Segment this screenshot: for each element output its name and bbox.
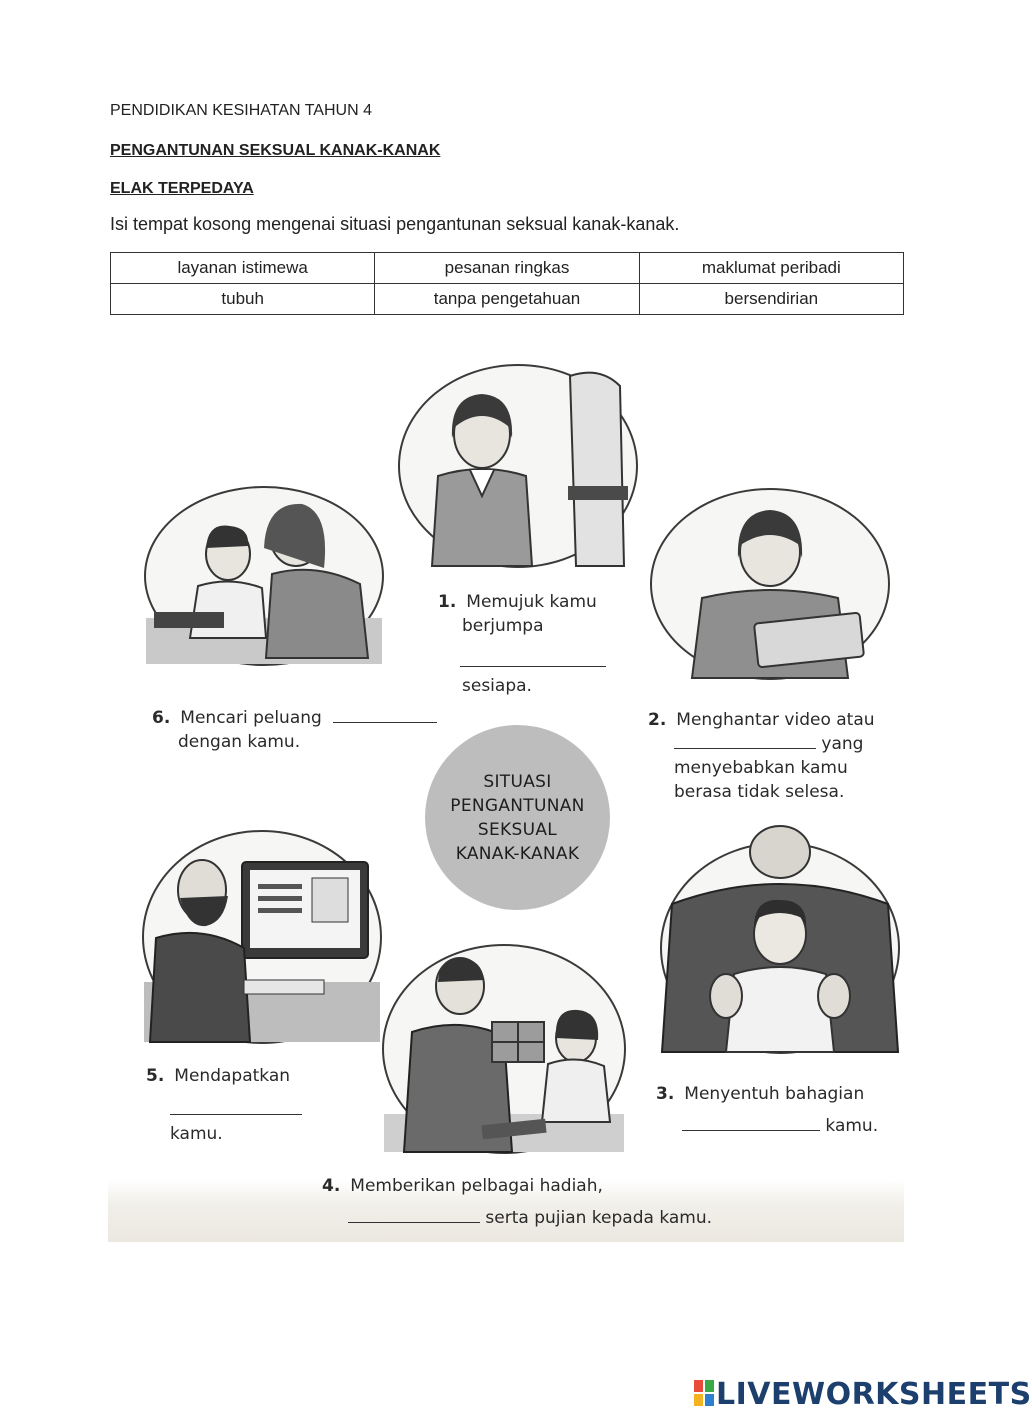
situation-number: 5. xyxy=(146,1066,165,1086)
girl-figure-illustration xyxy=(400,366,636,566)
liveworksheets-logo-icon xyxy=(694,1380,714,1406)
situation-text: serta pujian kepada kamu. xyxy=(485,1208,713,1228)
word-bank-cell[interactable]: pesanan ringkas xyxy=(375,253,639,284)
topic-title: PENGANTUNAN SEKSUAL KANAK-KANAK xyxy=(110,142,441,159)
illustration-3-man-touching-boy xyxy=(660,842,900,1054)
answer-blank-1[interactable] xyxy=(460,652,606,667)
situation-6 xyxy=(152,706,437,754)
situation-number: 1. xyxy=(438,592,457,612)
answer-blank-5[interactable] xyxy=(170,1100,302,1115)
situation-text: kamu. xyxy=(170,1124,223,1144)
illustration-6-woman-with-boy xyxy=(144,486,384,666)
illustration-5-man-at-computer xyxy=(142,830,382,1044)
situation-text: Menghantar video atau xyxy=(676,710,875,730)
touch-illustration xyxy=(662,844,898,1052)
illustration-1-girl-and-stranger xyxy=(398,364,638,568)
situation-number: 2. xyxy=(648,710,667,730)
answer-blank-2[interactable] xyxy=(674,734,816,749)
situation-text: berjumpa xyxy=(462,616,544,636)
situation-number: 6. xyxy=(152,708,171,728)
word-bank-cell[interactable]: tubuh xyxy=(111,284,375,315)
man-computer-illustration xyxy=(144,832,380,1042)
center-topic-circle xyxy=(425,725,610,910)
subtopic-title: ELAK TERPEDAYA xyxy=(110,180,254,197)
word-bank-cell[interactable]: tanpa pengetahuan xyxy=(375,284,639,315)
center-line: PENGANTUNAN xyxy=(450,795,585,816)
situation-number: 4. xyxy=(322,1176,341,1196)
subject-title: PENDIDIKAN KESIHATAN TAHUN 4 xyxy=(110,102,372,119)
situation-text: kamu. xyxy=(825,1116,879,1136)
word-bank-row xyxy=(111,284,904,315)
situation-5 xyxy=(146,1064,302,1146)
answer-blank-6[interactable] xyxy=(333,708,437,723)
word-bank-row xyxy=(111,253,904,284)
situation-text: sesiapa. xyxy=(462,676,532,696)
situation-number: 3. xyxy=(656,1084,675,1104)
situation-2 xyxy=(648,708,875,804)
situation-text: Mencari peluang xyxy=(180,708,322,728)
situation-text: dengan kamu. xyxy=(178,732,301,752)
illustration-2-girl-with-tablet xyxy=(650,488,890,680)
situation-text: yang xyxy=(821,734,864,754)
word-bank-cell[interactable]: maklumat peribadi xyxy=(639,253,903,284)
situation-text: menyebabkan kamu xyxy=(674,758,848,778)
center-line: SITUASI xyxy=(483,771,552,792)
word-bank-table xyxy=(110,252,904,315)
word-bank-cell[interactable]: layanan istimewa xyxy=(111,253,375,284)
situation-text: Memujuk kamu xyxy=(466,592,597,612)
answer-blank-3[interactable] xyxy=(682,1116,820,1131)
liveworksheets-logo[interactable]: LIVEWORKSHEETS xyxy=(716,1377,1032,1412)
situation-text: Memberikan pelbagai hadiah, xyxy=(350,1176,603,1196)
woman-boy-illustration xyxy=(146,488,382,664)
gift-illustration xyxy=(384,946,624,1152)
center-line: KANAK-KANAK xyxy=(455,843,580,864)
situation-text: Menyentuh bahagian xyxy=(684,1084,865,1104)
situation-text: berasa tidak selesa. xyxy=(674,782,845,802)
situation-text: Mendapatkan xyxy=(174,1066,291,1086)
answer-blank-4[interactable] xyxy=(348,1208,480,1223)
instruction-text: Isi tempat kosong mengenai situasi pengantunan seksual kanak-kanak. xyxy=(110,214,680,234)
girl-tablet-illustration xyxy=(652,490,888,678)
illustration-4-man-giving-gift xyxy=(382,944,626,1154)
situation-1 xyxy=(438,590,606,698)
center-line: SEKSUAL xyxy=(477,819,558,840)
word-bank-cell[interactable]: bersendirian xyxy=(639,284,903,315)
situation-3 xyxy=(656,1082,878,1138)
situation-4 xyxy=(322,1174,712,1230)
